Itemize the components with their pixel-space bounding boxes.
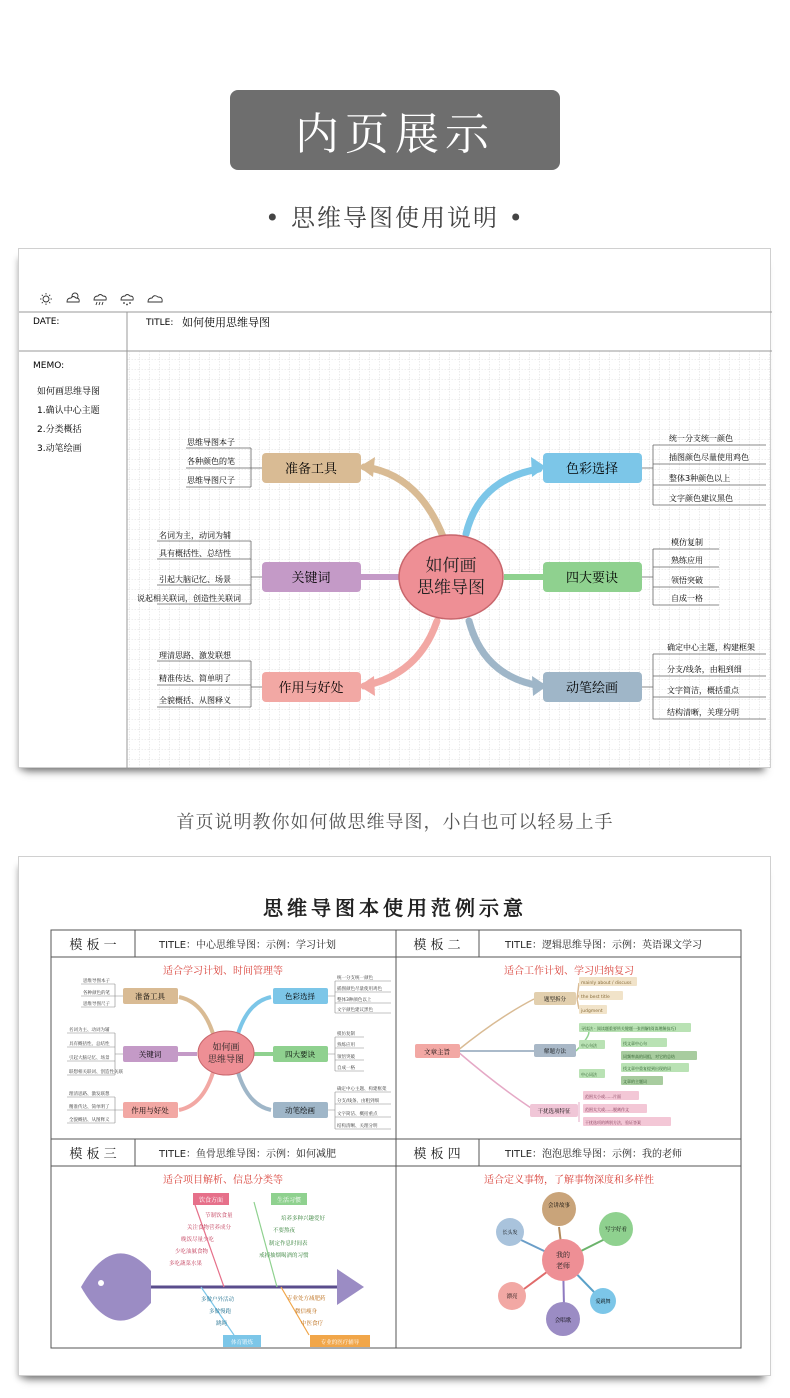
t1-node: 准备工具 (135, 992, 165, 1001)
title-label: TITLE: (146, 318, 174, 328)
t1-leaf: 熟练应用 (337, 1043, 355, 1048)
template-title: TITLE：泡泡思维导图：示例：我的老师 (505, 1149, 683, 1160)
t3-leaf: 微信瘦身 (295, 1309, 318, 1315)
leaf-text: 具有概括性、总结性 (159, 549, 231, 558)
t3-leaf: 关注食物营养成分 (187, 1225, 232, 1231)
t1-center-line2: 思维导图 (207, 1055, 245, 1065)
t2-leaf: judgment (581, 1009, 603, 1014)
examples-sheet-drawing (19, 857, 772, 1377)
t4-center: 老师 (556, 1262, 570, 1270)
t1-leaf: 各种颜色的笔 (83, 991, 110, 996)
snow-icon (121, 295, 133, 306)
template2-logic-map (415, 977, 697, 1126)
leaf-text: 精准传达、简单明了 (159, 674, 231, 683)
template4-bubble-map (496, 1192, 633, 1336)
template3-fishbone (81, 1193, 370, 1347)
t3-leaf: 多吃蔬菜水果 (169, 1261, 203, 1267)
template-title: TITLE：鱼骨思维导图：示例：如何减肥 (159, 1149, 337, 1160)
node-benefits-label: 作用与好处 (278, 681, 344, 696)
t1-leaf: 理清思路、激发联想 (69, 1092, 110, 1097)
t2-leaf: the best title (581, 995, 610, 1000)
t3-head: 饮食方面 (198, 1197, 224, 1204)
leaf-text: 引起大脑记忆、场景 (159, 575, 231, 584)
leaf-text: 理清思路、激发联想 (159, 651, 231, 660)
t3-leaf: 节制饮食量 (205, 1213, 233, 1219)
t1-leaf: 文字颜色建议黑色 (337, 1008, 373, 1013)
t4-bubble: 长头发 (502, 1230, 518, 1236)
node-colors-label: 色彩选择 (565, 462, 619, 477)
t3-head: 体育锻炼 (230, 1340, 254, 1346)
leaf-text: 思维导图本子 (187, 438, 235, 447)
memo-label: MEMO: (33, 361, 65, 371)
t3-leaf: 培养多种兴趣爱好 (281, 1216, 326, 1222)
leaf-text: 插图颜色尽量使用鸡色 (669, 453, 749, 462)
t1-leaf: 自成一格 (337, 1066, 355, 1071)
t2-mid: 题型拆分 (543, 997, 567, 1003)
t2-leaf: 文章的主题词 (623, 1079, 647, 1084)
node-draw-label: 动笔绘画 (565, 681, 619, 696)
template1-mindmap (67, 974, 391, 1129)
leaf-text: 整体3种颜色以上 (669, 474, 731, 483)
t3-head: 专业的医疗辅导 (320, 1340, 360, 1346)
t3-leaf: 多做户外活动 (201, 1297, 235, 1303)
t1-leaf: 整体3种颜色以上 (337, 998, 372, 1003)
t3-leaf: 制定作息时间表 (269, 1241, 308, 1247)
template-title: TITLE：中心思维导图：示例：学习计划 (159, 940, 337, 951)
t2-leaf: 中心句法 (581, 1043, 597, 1048)
caption-text: 首页说明教你如何做思维导图，小白也可以轻易上手 (176, 812, 614, 833)
t1-leaf: 统一分支统一颜色 (337, 976, 373, 981)
leaf-text: 文字简洁，概括重点 (667, 686, 739, 695)
template-subtitle: 适合项目解析、信息分类等 (163, 1175, 283, 1186)
t1-leaf: 确定中心主题、构建框架 (337, 1087, 387, 1092)
leaf-text: 模仿复制 (671, 538, 703, 547)
t4-bubble: 会唱歌 (554, 1318, 572, 1324)
leaf-text: 说起相关联词，创造性关联词 (137, 594, 241, 603)
template-subtitle: 适合定义事物，了解事物深度和多样性 (484, 1175, 654, 1186)
t3-leaf: 戒掉抽烟喝酒的习惯 (259, 1253, 309, 1259)
t3-head: 生活习惯 (276, 1197, 302, 1204)
template-subtitle: 适合学习计划、时间管理等 (163, 966, 283, 977)
t2-leaf: 找文章中重复提到出现的词 (623, 1066, 671, 1071)
t2-leaf: 范围太大或……脱离作文 (585, 1107, 629, 1112)
t3-leaf: 少吃油腻食物 (175, 1249, 209, 1255)
t1-node: 关键词 (138, 1050, 162, 1059)
t2-mid: 解题方法 (543, 1049, 567, 1055)
t3-leaf: 多做慢跑 (209, 1309, 232, 1315)
leaf-text: 名词为主，动词为辅 (159, 531, 231, 540)
t3-leaf: 晚饭尽量少吃 (181, 1237, 215, 1243)
t1-leaf: 全貌概括、从图释义 (69, 1118, 110, 1123)
page-header-banner (230, 90, 560, 170)
t3-leaf: 专业处方减肥药 (287, 1296, 326, 1302)
leaf-text: 思维导图尺子 (187, 476, 235, 485)
leaf-text: 分支/线条，由粗到细 (667, 665, 742, 674)
t3-leaf: 跳绳 (216, 1321, 228, 1327)
t1-leaf: 模仿复制 (337, 1032, 355, 1037)
t3-leaf: 不要熬夜 (273, 1228, 296, 1234)
memo-item: 3.动笔绘画 (37, 444, 82, 454)
leaf-text: 统一分支统一颜色 (669, 434, 733, 443)
t1-node: 作用与好处 (131, 1106, 169, 1115)
memo-item: 2.分类概括 (37, 425, 82, 435)
t4-bubble: 漂亮 (506, 1294, 518, 1300)
t4-bubble: 爱跳舞 (595, 1299, 611, 1305)
examples-title: 思维导图本使用范例示意 (263, 896, 527, 920)
leaf-text: 全貌概括、从图释义 (159, 696, 231, 705)
section-title: • 思维导图使用说明 • (265, 204, 525, 232)
template-tag: 模 板 一 (69, 938, 117, 953)
t1-leaf: 具有概括性、总结性 (69, 1042, 110, 1047)
t1-leaf: 分支/线条、由粗到细 (337, 1099, 380, 1104)
node-tools-label: 准备工具 (284, 462, 338, 477)
template-tag: 模 板 四 (413, 1147, 461, 1162)
partly-cloudy-icon (67, 293, 79, 302)
t4-center: 我的 (556, 1251, 570, 1259)
t1-leaf: 精准传达、简单明了 (69, 1105, 110, 1110)
t1-leaf: 名词为主、动词为辅 (69, 1028, 110, 1033)
leaf-text: 领悟突破 (671, 576, 703, 585)
page-header-title: 内页展示 (295, 109, 495, 160)
rain-icon (94, 295, 106, 306)
leaf-text: 确定中心主题，构建框架 (667, 643, 755, 652)
t1-leaf: 思维导图本子 (83, 979, 110, 984)
sun-icon (40, 293, 52, 305)
t1-leaf: 思维导图尺子 (83, 1002, 110, 1007)
t1-node: 四大要诀 (285, 1050, 315, 1059)
title-value: 如何使用思维导图 (182, 316, 270, 329)
t2-mid: 干扰选项特征 (537, 1109, 571, 1115)
t2-leaf: 中心词法 (581, 1072, 597, 1077)
t2-root: 文章主旨 (424, 1048, 450, 1056)
leaf-text: 结构清晰，关理分明 (667, 708, 739, 717)
instruction-sheet-drawing (19, 249, 772, 769)
center-topic-line2: 思维导图 (417, 578, 485, 598)
t2-leaf: 范围太小或……片面 (585, 1094, 621, 1099)
leaf-text: 熟练应用 (671, 556, 703, 565)
mindmap-instruction-sheet (18, 248, 771, 768)
node-keywords-label: 关键词 (291, 571, 331, 586)
template-title: TITLE：逻辑思维导图：示例：英语课文学习 (505, 940, 703, 951)
mindmap-examples-sheet (18, 856, 771, 1376)
t3-leaf: 中医食疗 (301, 1321, 324, 1327)
t2-leaf: 找文章中心句 (623, 1041, 647, 1046)
t1-leaf: 引起大脑记忆、场景 (69, 1056, 110, 1061)
template-tag: 模 板 二 (413, 938, 461, 953)
t1-center-line1: 如何画 (212, 1043, 240, 1053)
t2-leaf: 干扰选项的辨别方法，验证答案 (585, 1120, 641, 1125)
t1-leaf: 插图颜色尽量使用鸡色 (337, 987, 382, 992)
t2-leaf: 词频率高的词组，对它的总结 (623, 1054, 675, 1059)
leaf-text: 各种颜色的笔 (187, 457, 235, 466)
template-subtitle: 适合工作计划、学习归纳复习 (504, 966, 634, 977)
t2-leaf: 寻读法 · 阅读题重要所关键题一张图解(阅读理解技巧) (581, 1026, 676, 1031)
memo-item: 1.确认中心主题 (37, 406, 100, 416)
t4-bubble: 写字好看 (604, 1227, 628, 1233)
t1-leaf: 结构清晰、关理分明 (337, 1124, 378, 1129)
t1-node: 动笔绘画 (285, 1106, 315, 1115)
center-topic-line1: 如何画 (425, 556, 477, 576)
t1-leaf: 联想相关联词、创造性关联 (69, 1070, 123, 1075)
memo-item: 如何画思维导图 (37, 387, 101, 397)
t1-node: 色彩选择 (285, 992, 315, 1001)
date-label: DATE: (33, 317, 60, 327)
leaf-text: 自成一格 (671, 594, 703, 603)
t4-bubble: 会讲故事 (547, 1203, 571, 1209)
cloudy-icon (148, 296, 162, 302)
node-rules-label: 四大要诀 (565, 571, 619, 586)
template-tag: 模 板 三 (69, 1147, 117, 1162)
center-topic-ellipse (399, 535, 503, 619)
leaf-text: 文字颜色建议黑色 (669, 494, 733, 503)
t2-leaf: mainly about / discuss (581, 981, 632, 986)
t1-leaf: 领悟突破 (337, 1055, 355, 1060)
t1-leaf: 文字简洁、概括重点 (337, 1112, 378, 1117)
